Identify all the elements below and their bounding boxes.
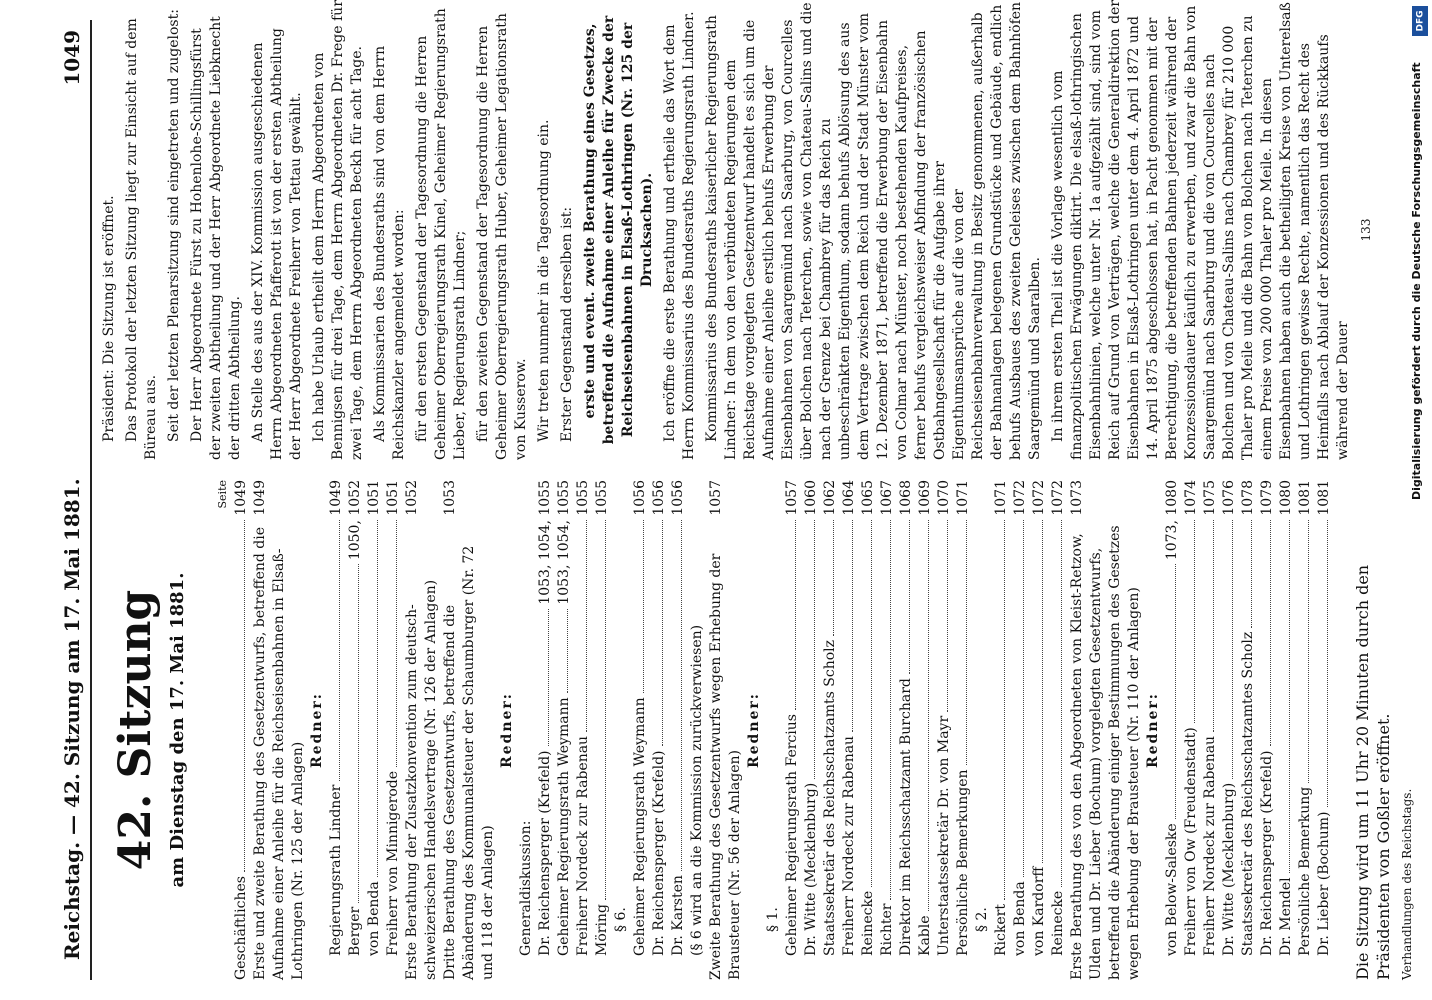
toc-entry-text: Dr. Lieber (Bochum) xyxy=(1316,811,1332,956)
toc-entry-text: Staatssekretär des Reichsschatzamtes Scholz xyxy=(1240,631,1256,956)
toc-entry-page: 1049 xyxy=(233,480,249,516)
toc-leader-dots xyxy=(548,609,549,747)
toc-leader-dots xyxy=(396,520,397,767)
toc-entry-text: Richter xyxy=(879,903,895,956)
toc-leader-dots xyxy=(1194,520,1195,723)
toc-entry xyxy=(384,480,403,980)
toc-entry-page: 1057 xyxy=(708,480,724,516)
proceedings-paragraph: Kommissarius des Bundesraths kaiserlicher Regierungsrath Lindner: In dem von den verbündeten Regierungen dem Reichstage vorgelegten Gesetzentwurf handelt es sich um die Aufnahme einer Anleihe erstlich behufs Erwerbung der Eisenbahnen von Saargemünd nach Saarburg, von Courcelles über Bolchen nach Teterchen, sowie von Chateau-Salins und die nach der Grenze bei Chambrey für das Reich zu unbeschränkten Eigenthum, sodann behufs Ablösung des aus dem Vertrage zwischen dem Reich und der Stadt Münster vom 12. Dezember 1871, betreffend die Erwerbung der Eisenbahn von Colmar nach Münster, noch bestehenden Kaufpreises, ferner behufs vergleichsweiser Abfindung der französischen Ostbahngesellschaft für die Aufgabe ihrer Eigenthumsansprüche auf die von der Reichseisenbahnverwaltung in Besitz genommenen, außerhalb der Bahnanlagen belegenen Grundstücke und Gebäude, endlich behufs Ausbaues des zweiten Geleises zwischen dem Bahnhöfen Saargemünd und Saaralben. xyxy=(704,1,1043,460)
toc-entry-text: Geheimer Regierungsrath Fercius xyxy=(784,714,800,956)
toc-entry xyxy=(973,480,992,980)
toc-leader-dots xyxy=(605,520,606,900)
toc-entry-page: 1055 xyxy=(575,480,591,516)
toc-leader-dots xyxy=(1232,520,1233,779)
toc-leader-dots xyxy=(928,520,929,911)
toc-entry xyxy=(1315,480,1334,980)
toc-entry xyxy=(650,480,669,980)
toc-leader-dots xyxy=(358,564,359,903)
toc-entry xyxy=(1011,480,1030,980)
toc-entry-page: 1081 xyxy=(1297,480,1313,516)
toc-entry-text: Dritte Berathung des Gesetzentwurfs, betreffend die Abänderung des Kommunalsteuer der Schaumburger (Nr. 72 und 118 der Anlagen) xyxy=(442,545,496,980)
toc-leader-dots xyxy=(586,520,587,732)
proceedings-paragraph: Der Herr Abgeordnete Fürst zu Hohenlohe-Schillingsfürst der zweiten Abtheilung und der Herr Abgeordnete Liebknecht der dritten Abtheilung. xyxy=(189,16,243,460)
toc-leader-dots xyxy=(244,520,245,872)
toc-leader-dots xyxy=(795,520,796,710)
toc-leader-dots xyxy=(909,520,910,674)
toc-entry xyxy=(517,480,536,980)
toc-entry xyxy=(897,480,916,980)
toc-entry xyxy=(1182,480,1201,980)
toc-entry-text: Freiherr Nordeck zur Rabenau xyxy=(575,735,591,956)
toc-entry xyxy=(802,480,821,980)
toc-speaker-heading: Redner: xyxy=(499,692,515,768)
toc-entry xyxy=(536,480,555,980)
sheet-mark: 133 xyxy=(1359,218,1373,242)
toc-entry xyxy=(821,480,840,980)
toc-entry-text: Dr. Mendel xyxy=(1278,877,1294,956)
proceedings-paragraph: für den ersten Gegenstand der Tagesordnung die Herren Geheimer Oberregierungsrath Kinel, Geheimer Regierungsrath Lieber, Regierungsrath Lindner; xyxy=(414,8,468,460)
toc-entry-page: 1057 xyxy=(784,480,800,516)
toc-entry-page: 1075 xyxy=(1202,480,1218,516)
toc-entry-text: Dr. Reichensperger (Krefeld) xyxy=(651,750,667,956)
toc-entry-text: § 2. xyxy=(974,907,990,932)
toc-entry xyxy=(555,480,574,980)
toc-entry xyxy=(859,480,878,980)
toc-entry-page: 1073, 1080 xyxy=(1164,480,1180,561)
toc-leader-dots xyxy=(643,520,644,693)
toc-entry-page: 1053 xyxy=(442,480,458,516)
toc-entry xyxy=(1068,480,1144,980)
toc-entry xyxy=(840,480,859,980)
toc-entry-text: Freiherr von Ow (Freudenstadt) xyxy=(1183,727,1199,956)
toc-entry-page: 1073 xyxy=(1069,480,1085,516)
toc-entry-page: 1064 xyxy=(841,480,857,516)
toc-leader-dots xyxy=(966,520,967,765)
toc-entry-text: Zweite Berathung des Gesetzentwurfs wegen Erhebung der Brausteuer (Nr. 56 der Anlagen) xyxy=(708,553,743,980)
toc-entry-page: 1050, 1052 xyxy=(347,480,363,561)
toc-leader-dots xyxy=(1042,520,1043,863)
toc-entry-page: 1079 xyxy=(1259,480,1275,516)
toc-entry-text: Erste Berathung der Zusatzkonvention zum deutsch-schweizerischen Handelsvertrage (Nr. 126 der Anlagen) xyxy=(404,579,439,980)
toc-entry-page: 1072 xyxy=(1012,480,1028,516)
toc-entry-text: Direktor im Reichsschatzamt Burchard xyxy=(898,678,914,956)
toc-leader-dots xyxy=(890,520,891,900)
toc-entry-text: Unterstaatssekretär Dr. von Mayr xyxy=(936,715,952,956)
toc-entry-page: 1065 xyxy=(860,480,876,516)
toc-entry-text: Dr. Reichensperger (Krefeld) xyxy=(1259,750,1275,956)
toc-entry-text: Regierungsrath Lindner xyxy=(328,784,344,956)
toc-leader-dots xyxy=(871,520,872,887)
toc-entry xyxy=(232,480,251,980)
toc-entry-text: Persönliche Bemerkung xyxy=(1297,786,1313,956)
toc-leader-dots xyxy=(377,520,378,877)
toc-entry-text: Geheimer Regierungsrath Weymann xyxy=(632,697,648,956)
toc-leader-dots xyxy=(1175,564,1176,819)
left-column xyxy=(100,480,1417,980)
toc-entry-page: 1055 xyxy=(594,480,610,516)
proceedings-paragraph: An Stelle des aus der XIV. Kommission ausgeschiedenen Herrn Abgeordneten Pfafferott ist von der ersten Abtheilung der Herr Abgeordnete Freiherr von Tettau gewählt. xyxy=(250,28,304,460)
toc-entry-text: Staatssekretär des Reichsschatzamts Scholz xyxy=(822,640,838,956)
proceedings-paragraph: Erster Gegenstand derselben ist: xyxy=(559,206,575,442)
toc-entry-page: 1081 xyxy=(1316,480,1332,516)
toc-entry-text: von Benda xyxy=(1012,881,1028,956)
toc-leader-dots xyxy=(1213,520,1214,732)
toc-entry-text: (§ 6 wird an die Kommission zurückverwiesen) xyxy=(689,624,705,956)
toc-speaker-heading: Redner: xyxy=(1145,692,1161,768)
toc-entry-text: von Benda xyxy=(366,881,382,956)
toc-entry-page: 1060 xyxy=(803,480,819,516)
toc-leader-dots xyxy=(1327,520,1328,807)
toc-entry-text: Erste und zweite Berathung des Gesetzentwurfs, betreffend die Aufnahme einer Anleihe für die Reichseisenbahnen in Elsaß-Lothringen (Nr. 125 der Anlagen) xyxy=(252,526,306,980)
toc-entry-text: Geheimer Regierungsrath Weymann xyxy=(556,697,572,956)
toc-entry-text: Kable xyxy=(917,915,933,956)
toc-entry-page: 1080 xyxy=(1278,480,1294,516)
toc-entry xyxy=(688,480,707,980)
opening-statement: Die Sitzung wird um 11 Uhr 20 Minuten durch den Präsidenten von Goßler eröffnet. xyxy=(1353,564,1393,980)
toc-entry-text: § 6. xyxy=(613,907,629,932)
toc-entry-page: 1062 xyxy=(822,480,838,516)
toc-entry-page: 1069 xyxy=(917,480,933,516)
toc-entry-page: 1053, 1054, 1055 xyxy=(537,480,553,605)
toc-entry xyxy=(1239,480,1258,980)
toc-entry-page: 1049 xyxy=(328,480,344,516)
toc-entry-text: Generaldiskussion: xyxy=(518,820,534,956)
toc-entry-page: 1072 xyxy=(1031,480,1047,516)
toc-entry xyxy=(1258,480,1277,980)
toc-entry xyxy=(916,480,935,980)
toc-entry-text: von Kardorff xyxy=(1031,866,1047,956)
toc-entry xyxy=(992,480,1011,980)
toc-entry-page: 1056 xyxy=(670,480,686,516)
toc-leader-dots xyxy=(1251,520,1252,628)
toc-leader-dots xyxy=(1308,520,1309,783)
toc-entry-text: Dr. Karsten xyxy=(670,875,686,956)
proceedings-paragraph: Seit der letzten Plenarsitzung sind eingetreten und zugelost: xyxy=(166,9,182,442)
seite-label: Seite xyxy=(216,480,229,509)
toc-entry-text: Erste Berathung des von den Abgeordneten von Kleist-Retzow, Ulden und Dr. Lieber (Bochum) vorgelegten Gesetzentwurfs, betreffend die Abänderung einiger Bestimmungen des Gesetzes wegen Erhebung der Brausteuer (Nr. 110 der Anlagen) xyxy=(1069,525,1142,980)
toc-entry-page: 1071 xyxy=(993,480,1009,516)
toc-entry xyxy=(251,480,308,980)
toc-entry-page: 1051 xyxy=(366,480,382,516)
toc-entry-page: 1076 xyxy=(1221,480,1237,516)
toc-entry xyxy=(441,480,498,980)
toc-entry-page: 1052 xyxy=(404,480,420,516)
toc-entry-page: 1071 xyxy=(955,480,971,516)
toc-entry xyxy=(1277,480,1296,980)
toc-entry xyxy=(878,480,897,980)
toc-speaker-heading: Redner: xyxy=(746,692,762,768)
toc-entry xyxy=(327,480,346,980)
toc-entry xyxy=(574,480,593,980)
toc-entry-page: 1051 xyxy=(385,480,401,516)
toc-entry xyxy=(764,480,783,980)
toc-entry xyxy=(403,480,441,980)
toc-leader-dots xyxy=(833,520,834,636)
toc-entry xyxy=(1049,480,1068,980)
proceedings-text xyxy=(100,0,1353,460)
toc-entry-page: 1074 xyxy=(1183,480,1199,516)
toc-leader-dots xyxy=(662,520,663,746)
toc-leader-dots xyxy=(1270,520,1271,746)
toc-leader-dots xyxy=(852,520,853,732)
toc-leader-dots xyxy=(1289,520,1290,873)
toc-entry xyxy=(346,480,365,980)
toc-leader-dots xyxy=(1004,520,1005,900)
toc-leader-dots xyxy=(814,520,815,779)
toc-entry-text: Freiherr von Minnigerode xyxy=(385,770,401,956)
toc-entry-text: Freiherr Nordeck zur Rabenau xyxy=(1202,735,1218,956)
header-page-number: 1049 xyxy=(60,30,84,86)
toc-entry-text: Dr. Witte (Mecklenburg) xyxy=(1221,782,1237,956)
toc-entry-text: Geschäftliches xyxy=(233,876,249,980)
proceedings-paragraph: Das Protokoll der letzten Sitzung liegt zur Einsicht auf dem Büreau aus. xyxy=(124,18,159,460)
toc-entry-text: Reinecke xyxy=(860,890,876,956)
table-of-contents xyxy=(232,480,1334,980)
toc-speaker-heading: Redner: xyxy=(309,692,325,768)
header-title: Reichstag. — 42. Sitzung am 17. Mai 1881. xyxy=(60,478,84,960)
proceedings-paragraph: In ihrem ersten Theil ist die Vorlage wesentlich vom finanzpolitischen Erwägungen diktirt. Die elsaß-lothringischen Eisenbahnlinien, welche unter Nr. 1a aufgezählt sind, sind vom Reich auf Grund von Verträgen, welche die Generaldirektion der Eisenbahnen in Elsaß-Lothringen unter dem 4. April 1872 und 14. April 1875 abgeschlossen hat, in Pacht genommen mit der Berechtigung, die betreffenden Bahnen jederzeit während der Konzessionsdauer käuflich zu erwerben, und zwar die Bahn von Saargemünd nach Saarburg und die von Courcelles nach Bolchen und von Chateau-Salins nach Chambrey für 210 000 Thaler pro Meile und die Bahn von Bolchen nach Teterchen zu einem Preise von 200 000 Thaler pro Meile. In diesen Eisenbahnen haben auch die betheiligten Kreise von Unterelsaß und Lothringen gewisse Rechte, namentlich das Recht des Heimfalls nach Ablauf der Konzessionen und des Rückkaufs während der Dauer xyxy=(1050,0,1351,460)
toc-entry xyxy=(1163,480,1182,980)
toc-entry-page: 1067 xyxy=(879,480,895,516)
proceedings-paragraph: Ich habe Urlaub ertheilt dem Herrn Abgeordneten von Bennigsen für drei Tage, dem Herrn Abgeordneten Dr. Frege für zwei Tage, dem Herrn Abgeordneten Beckh für acht Tage. xyxy=(311,0,365,460)
toc-entry-text: Dr. Reichensperger (Krefeld) xyxy=(537,750,553,956)
digitization-credit: Digitalisierung gefördert durch die Deutsche Forschungsgemeinschaft xyxy=(1410,62,1423,500)
toc-entry-page: 1049 xyxy=(252,480,268,516)
toc-entry-text: von Below-Saleske xyxy=(1164,823,1180,956)
running-header xyxy=(50,20,92,980)
toc-entry-page: 1056 xyxy=(651,480,667,516)
session-subtitle: am Dienstag den 17. Mai 1881. xyxy=(167,572,188,888)
toc-leader-dots xyxy=(339,520,340,781)
toc-entry xyxy=(707,480,745,980)
toc-entry-page: 1056 xyxy=(632,480,648,516)
toc-entry-page: 1070 xyxy=(936,480,952,516)
toc-entry-text: Berger xyxy=(347,906,363,956)
toc-entry xyxy=(631,480,650,980)
toc-leader-dots xyxy=(1023,520,1024,877)
toc-leader-dots xyxy=(947,520,948,712)
proceedings-paragraph: Als Kommissarien des Bundesraths sind von dem Herrn Reichskanzler angemeldet worden: xyxy=(372,45,407,460)
toc-entry-page: 1078 xyxy=(1240,480,1256,516)
toc-entry-text: Dr. Witte (Mecklenburg) xyxy=(803,782,819,956)
toc-entry-text: § 1. xyxy=(765,907,781,932)
toc-entry xyxy=(593,480,612,980)
proceedings-paragraph: Ich eröffne die erste Berathung und ertheile das Wort dem Herrn Kommissarius des Bundesraths Regierungsrath Lindner. xyxy=(662,11,697,460)
toc-entry-text: Rickert xyxy=(993,904,1009,956)
toc-leader-dots xyxy=(567,609,568,694)
toc-leader-dots xyxy=(1061,520,1062,887)
proceedings-paragraph: erste und event. zweite Berathung eines Gesetzes, betreffend die Aufnahme einer Anleihe für Zwecke der Reichseisenbahnen in Elsaß-Lothringen (Nr. 125 der Drucksachen). xyxy=(582,15,655,445)
right-column xyxy=(100,0,1376,460)
toc-entry-text: Möring xyxy=(594,904,610,956)
toc-entry-text: Persönliche Bemerkungen xyxy=(955,769,971,956)
toc-entry xyxy=(954,480,973,980)
toc-entry-text: Freiherr Nordeck zur Rabenau xyxy=(841,735,857,956)
toc-entry xyxy=(935,480,954,980)
toc-entry xyxy=(1296,480,1315,980)
toc-entry xyxy=(669,480,688,980)
toc-entry xyxy=(1220,480,1239,980)
toc-entry xyxy=(1201,480,1220,980)
proceedings-label: Verhandlungen des Reichstags. xyxy=(1400,788,1414,980)
toc-entry xyxy=(612,480,631,980)
proceedings-paragraph: Wir treten nunmehr in die Tagesordnung ein. xyxy=(536,119,552,442)
toc-entry-page: 1072 xyxy=(1050,480,1066,516)
toc-entry-text: Reinecke xyxy=(1050,890,1066,956)
session-title: 42. Sitzung xyxy=(110,589,161,871)
toc-entry xyxy=(365,480,384,980)
dfg-logo-text: DFG xyxy=(1415,10,1426,32)
toc-leader-dots xyxy=(681,520,682,871)
toc-entry-page: 1068 xyxy=(898,480,914,516)
proceedings-paragraph: Präsident: Die Sitzung ist eröffnet. xyxy=(101,195,117,442)
toc-entry xyxy=(1030,480,1049,980)
toc-entry-page: 1053, 1054, 1055 xyxy=(556,480,572,605)
proceedings-paragraph: für den zweiten Gegenstand der Tagesordnung die Herren Geheimer Oberregierungsrath Huber, Geheimer Legationsrath von Kusserow. xyxy=(475,13,529,460)
toc-entry xyxy=(783,480,802,980)
